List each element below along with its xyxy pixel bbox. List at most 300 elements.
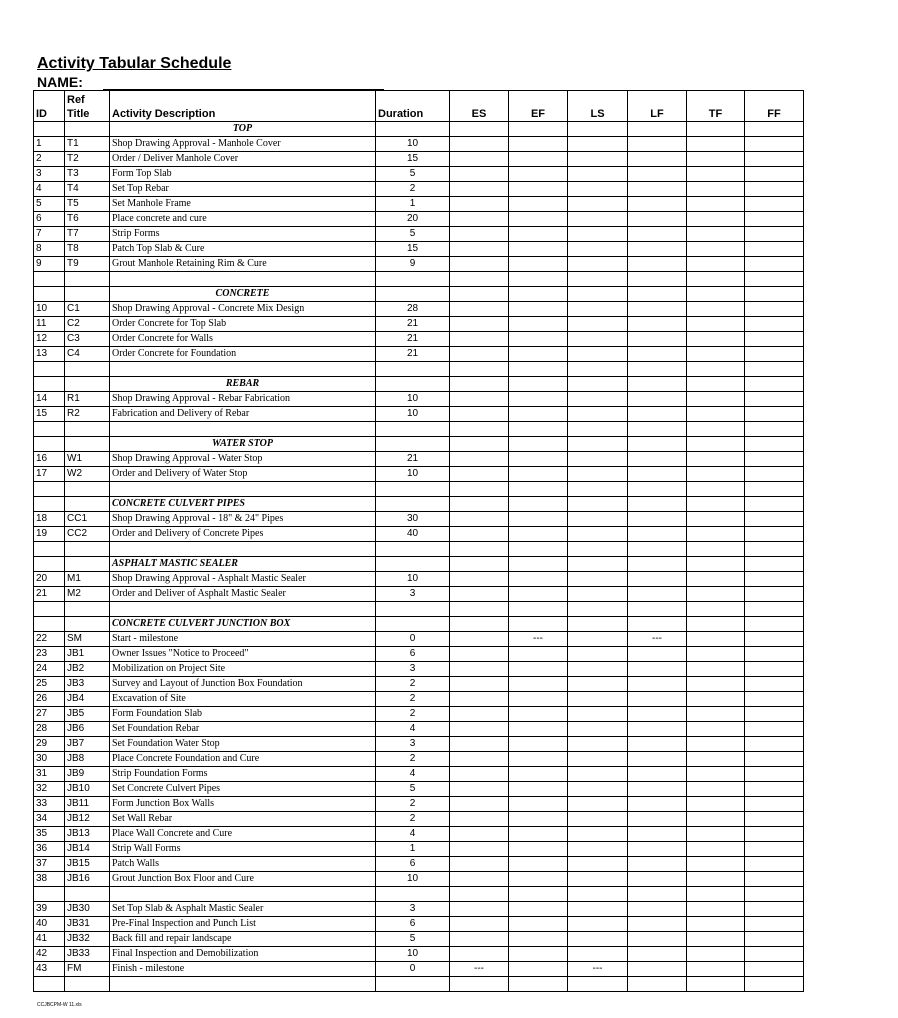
cell-description: Strip Foundation Forms xyxy=(110,767,376,782)
cell-es-empty xyxy=(450,122,509,137)
cell-ref-title: JB30 xyxy=(65,902,110,917)
cell-es-empty xyxy=(450,572,509,587)
cell-tf-empty xyxy=(687,407,745,422)
table-row xyxy=(34,467,804,482)
cell-id: 27 xyxy=(34,707,65,722)
cell-ff-empty xyxy=(745,647,804,662)
header-ff: FF xyxy=(745,91,804,122)
cell-ff-empty xyxy=(745,902,804,917)
cell-duration: 5 xyxy=(376,782,450,797)
cell-ff-empty xyxy=(745,587,804,602)
cell-lf-empty xyxy=(628,227,687,242)
cell-ls-empty xyxy=(568,617,628,632)
header-row xyxy=(34,91,804,122)
cell-id: 28 xyxy=(34,722,65,737)
cell-duration: 10 xyxy=(376,947,450,962)
cell-tf-empty xyxy=(687,542,745,557)
cell-ff-empty xyxy=(745,257,804,272)
cell-ls-empty xyxy=(568,467,628,482)
cell-ff-empty xyxy=(745,872,804,887)
cell-description: Strip Forms xyxy=(110,227,376,242)
cell-es-empty xyxy=(450,677,509,692)
cell-ls-empty xyxy=(568,167,628,182)
cell-ff-empty xyxy=(745,422,804,437)
cell-tf-empty xyxy=(687,752,745,767)
cell-duration: 5 xyxy=(376,932,450,947)
table-row xyxy=(34,947,804,962)
cell-ff-empty xyxy=(745,782,804,797)
blank-row xyxy=(34,362,804,377)
cell-ff-empty xyxy=(745,932,804,947)
cell-es-empty xyxy=(450,437,509,452)
cell-duration: 6 xyxy=(376,917,450,932)
cell-es-empty xyxy=(450,812,509,827)
cell-ref-empty xyxy=(65,362,110,377)
header-tf: TF xyxy=(687,91,745,122)
cell-tf-empty xyxy=(687,662,745,677)
cell-ref-title: C3 xyxy=(65,332,110,347)
cell-ef-empty xyxy=(509,962,568,977)
table-row xyxy=(34,707,804,722)
cell-lf-empty xyxy=(628,842,687,857)
blank-row xyxy=(34,482,804,497)
cell-duration: 21 xyxy=(376,347,450,362)
cell-es-empty xyxy=(450,362,509,377)
section-heading: CONCRETE CULVERT PIPES xyxy=(110,497,376,512)
header-duration: Duration xyxy=(376,91,450,122)
cell-es-empty xyxy=(450,227,509,242)
cell-description: Mobilization on Project Site xyxy=(110,662,376,677)
cell-ef-empty xyxy=(509,362,568,377)
cell-lf-empty xyxy=(628,152,687,167)
section-heading: TOP xyxy=(110,122,376,137)
cell-tf-empty xyxy=(687,512,745,527)
cell-duration-empty xyxy=(376,422,450,437)
cell-tf-empty xyxy=(687,227,745,242)
header-lf: LF xyxy=(628,91,687,122)
cell-ff-empty xyxy=(745,827,804,842)
cell-lf-empty xyxy=(628,212,687,227)
cell-ls-empty xyxy=(568,737,628,752)
cell-lf-empty xyxy=(628,422,687,437)
cell-duration-empty xyxy=(376,122,450,137)
cell-description: Grout Manhole Retaining Rim & Cure xyxy=(110,257,376,272)
cell-ls: --- xyxy=(568,962,628,977)
cell-tf-empty xyxy=(687,197,745,212)
cell-id: 24 xyxy=(34,662,65,677)
cell-es-empty xyxy=(450,782,509,797)
cell-ef-empty xyxy=(509,812,568,827)
cell-duration: 10 xyxy=(376,467,450,482)
table-row xyxy=(34,797,804,812)
cell-ls-empty xyxy=(568,947,628,962)
cell-duration: 21 xyxy=(376,317,450,332)
section-row xyxy=(34,122,804,137)
cell-ff-empty xyxy=(745,692,804,707)
cell-duration: 4 xyxy=(376,827,450,842)
cell-ff-empty xyxy=(745,437,804,452)
cell-id: 33 xyxy=(34,797,65,812)
cell-ref-title: JB12 xyxy=(65,812,110,827)
cell-ff-empty xyxy=(745,392,804,407)
cell-ff-empty xyxy=(745,752,804,767)
cell-id: 26 xyxy=(34,692,65,707)
cell-id: 37 xyxy=(34,857,65,872)
cell-id-empty xyxy=(34,602,65,617)
cell-description: Place Concrete Foundation and Cure xyxy=(110,752,376,767)
cell-tf-empty xyxy=(687,902,745,917)
cell-duration: 28 xyxy=(376,302,450,317)
cell-lf-empty xyxy=(628,857,687,872)
cell-tf-empty xyxy=(687,347,745,362)
cell-es-empty xyxy=(450,797,509,812)
table-row xyxy=(34,212,804,227)
cell-lf-empty xyxy=(628,692,687,707)
table-row xyxy=(34,902,804,917)
cell-ls-empty xyxy=(568,872,628,887)
cell-duration: 4 xyxy=(376,767,450,782)
cell-ls-empty xyxy=(568,452,628,467)
cell-ff-empty xyxy=(745,632,804,647)
cell-ef-empty xyxy=(509,422,568,437)
cell-ls-empty xyxy=(568,602,628,617)
cell-description: Shop Drawing Approval - Water Stop xyxy=(110,452,376,467)
section-row xyxy=(34,437,804,452)
cell-tf-empty xyxy=(687,872,745,887)
cell-ef-empty xyxy=(509,872,568,887)
cell-ref-empty xyxy=(65,122,110,137)
header-ef: EF xyxy=(509,91,568,122)
cell-ls-empty xyxy=(568,767,628,782)
header-ref-line1: Ref xyxy=(67,94,85,106)
cell-ef-empty xyxy=(509,272,568,287)
table-row xyxy=(34,932,804,947)
table-row xyxy=(34,572,804,587)
cell-description: Survey and Layout of Junction Box Foundation xyxy=(110,677,376,692)
cell-lf-empty xyxy=(628,572,687,587)
cell-id: 20 xyxy=(34,572,65,587)
cell-tf-empty xyxy=(687,932,745,947)
blank-row xyxy=(34,602,804,617)
cell-id-empty xyxy=(34,542,65,557)
cell-description: Excavation of Site xyxy=(110,692,376,707)
cell-ef-empty xyxy=(509,557,568,572)
cell-ref-title: T6 xyxy=(65,212,110,227)
section-row xyxy=(34,497,804,512)
cell-lf: --- xyxy=(628,632,687,647)
cell-tf-empty xyxy=(687,737,745,752)
cell-es-empty xyxy=(450,257,509,272)
cell-duration: 2 xyxy=(376,812,450,827)
cell-ef-empty xyxy=(509,887,568,902)
cell-ls-empty xyxy=(568,227,628,242)
table-row xyxy=(34,632,804,647)
cell-ef-empty xyxy=(509,407,568,422)
cell-duration-empty xyxy=(376,557,450,572)
cell-ref-empty xyxy=(65,617,110,632)
cell-es-empty xyxy=(450,917,509,932)
cell-ff-empty xyxy=(745,842,804,857)
cell-duration-empty xyxy=(376,377,450,392)
cell-duration: 5 xyxy=(376,167,450,182)
cell-lf-empty xyxy=(628,137,687,152)
cell-tf-empty xyxy=(687,977,745,992)
cell-lf-empty xyxy=(628,452,687,467)
cell-ef-empty xyxy=(509,647,568,662)
cell-duration-empty xyxy=(376,482,450,497)
blank-row xyxy=(34,887,804,902)
cell-description-empty xyxy=(110,602,376,617)
cell-ref-title: T1 xyxy=(65,137,110,152)
cell-tf-empty xyxy=(687,857,745,872)
cell-ls-empty xyxy=(568,827,628,842)
table-row xyxy=(34,917,804,932)
cell-ref-title: C1 xyxy=(65,302,110,317)
cell-ls-empty xyxy=(568,182,628,197)
cell-description: Form Foundation Slab xyxy=(110,707,376,722)
cell-id: 2 xyxy=(34,152,65,167)
cell-ref-title: T9 xyxy=(65,257,110,272)
blank-row xyxy=(34,977,804,992)
cell-es-empty xyxy=(450,692,509,707)
cell-description: Shop Drawing Approval - 18" & 24" Pipes xyxy=(110,512,376,527)
cell-tf-empty xyxy=(687,587,745,602)
cell-ef: --- xyxy=(509,632,568,647)
cell-duration: 0 xyxy=(376,632,450,647)
cell-ff-empty xyxy=(745,407,804,422)
cell-ref-title: JB10 xyxy=(65,782,110,797)
cell-description: Order Concrete for Foundation xyxy=(110,347,376,362)
cell-es-empty xyxy=(450,422,509,437)
cell-duration: 1 xyxy=(376,842,450,857)
cell-ff-empty xyxy=(745,602,804,617)
cell-ef-empty xyxy=(509,452,568,467)
cell-lf-empty xyxy=(628,752,687,767)
table-row xyxy=(34,182,804,197)
cell-ls-empty xyxy=(568,137,628,152)
cell-ff-empty xyxy=(745,197,804,212)
cell-ef-empty xyxy=(509,902,568,917)
cell-tf-empty xyxy=(687,182,745,197)
cell-lf-empty xyxy=(628,407,687,422)
cell-ref-empty xyxy=(65,557,110,572)
cell-tf-empty xyxy=(687,572,745,587)
cell-lf-empty xyxy=(628,167,687,182)
cell-tf-empty xyxy=(687,812,745,827)
cell-description: Final Inspection and Demobilization xyxy=(110,947,376,962)
cell-es-empty xyxy=(450,932,509,947)
cell-lf-empty xyxy=(628,197,687,212)
table-row xyxy=(34,962,804,977)
cell-description: Place concrete and cure xyxy=(110,212,376,227)
cell-ff-empty xyxy=(745,227,804,242)
cell-es-empty xyxy=(450,347,509,362)
cell-ff-empty xyxy=(745,452,804,467)
cell-ref-empty xyxy=(65,542,110,557)
cell-duration: 9 xyxy=(376,257,450,272)
cell-ff-empty xyxy=(745,857,804,872)
cell-ls-empty xyxy=(568,707,628,722)
cell-duration-empty xyxy=(376,362,450,377)
cell-ff-empty xyxy=(745,707,804,722)
cell-lf-empty xyxy=(628,287,687,302)
cell-id-empty xyxy=(34,122,65,137)
table-row xyxy=(34,512,804,527)
cell-tf-empty xyxy=(687,302,745,317)
cell-ref-title: JB33 xyxy=(65,947,110,962)
cell-duration: 3 xyxy=(376,587,450,602)
cell-id: 31 xyxy=(34,767,65,782)
cell-ls-empty xyxy=(568,152,628,167)
cell-duration: 15 xyxy=(376,152,450,167)
cell-id: 25 xyxy=(34,677,65,692)
cell-id: 34 xyxy=(34,812,65,827)
cell-id-empty xyxy=(34,557,65,572)
cell-duration: 15 xyxy=(376,242,450,257)
cell-id-empty xyxy=(34,482,65,497)
blank-row xyxy=(34,272,804,287)
cell-description: Order Concrete for Walls xyxy=(110,332,376,347)
section-heading: WATER STOP xyxy=(110,437,376,452)
cell-ref-title: JB5 xyxy=(65,707,110,722)
cell-ls-empty xyxy=(568,542,628,557)
cell-tf-empty xyxy=(687,692,745,707)
cell-es-empty xyxy=(450,407,509,422)
cell-tf-empty xyxy=(687,287,745,302)
cell-ef-empty xyxy=(509,797,568,812)
cell-ref-title: JB11 xyxy=(65,797,110,812)
cell-ff-empty xyxy=(745,347,804,362)
cell-ref-title: JB13 xyxy=(65,827,110,842)
cell-ff-empty xyxy=(745,917,804,932)
cell-tf-empty xyxy=(687,452,745,467)
cell-ef-empty xyxy=(509,707,568,722)
table-row xyxy=(34,332,804,347)
cell-ef-empty xyxy=(509,602,568,617)
cell-tf-empty xyxy=(687,887,745,902)
cell-ff-empty xyxy=(745,527,804,542)
cell-ef-empty xyxy=(509,287,568,302)
cell-description-empty xyxy=(110,422,376,437)
cell-duration: 3 xyxy=(376,737,450,752)
cell-description-empty xyxy=(110,272,376,287)
cell-ls-empty xyxy=(568,632,628,647)
cell-tf-empty xyxy=(687,557,745,572)
cell-duration-empty xyxy=(376,542,450,557)
cell-id-empty xyxy=(34,287,65,302)
blank-row xyxy=(34,422,804,437)
cell-duration: 5 xyxy=(376,227,450,242)
cell-duration-empty xyxy=(376,272,450,287)
cell-ef-empty xyxy=(509,167,568,182)
cell-ref-empty xyxy=(65,602,110,617)
cell-description: Pre-Final Inspection and Punch List xyxy=(110,917,376,932)
cell-id: 36 xyxy=(34,842,65,857)
cell-id: 16 xyxy=(34,452,65,467)
cell-lf-empty xyxy=(628,617,687,632)
cell-ls-empty xyxy=(568,557,628,572)
cell-description: Shop Drawing Approval - Manhole Cover xyxy=(110,137,376,152)
cell-lf-empty xyxy=(628,917,687,932)
cell-id: 11 xyxy=(34,317,65,332)
cell-tf-empty xyxy=(687,152,745,167)
cell-ef-empty xyxy=(509,842,568,857)
cell-ref-empty xyxy=(65,422,110,437)
cell-tf-empty xyxy=(687,167,745,182)
cell-ff-empty xyxy=(745,137,804,152)
table-row xyxy=(34,347,804,362)
cell-ff-empty xyxy=(745,542,804,557)
cell-id: 19 xyxy=(34,527,65,542)
cell-ef-empty xyxy=(509,332,568,347)
cell-ref-title: CC2 xyxy=(65,527,110,542)
cell-id: 32 xyxy=(34,782,65,797)
cell-lf-empty xyxy=(628,302,687,317)
cell-ref-title: JB2 xyxy=(65,662,110,677)
cell-ls-empty xyxy=(568,332,628,347)
cell-tf-empty xyxy=(687,827,745,842)
cell-es-empty xyxy=(450,272,509,287)
cell-id: 17 xyxy=(34,467,65,482)
cell-ef-empty xyxy=(509,182,568,197)
cell-ef-empty xyxy=(509,317,568,332)
cell-lf-empty xyxy=(628,677,687,692)
cell-description: Fabrication and Delivery of Rebar xyxy=(110,407,376,422)
cell-id-empty xyxy=(34,887,65,902)
cell-es-empty xyxy=(450,617,509,632)
cell-ref-empty xyxy=(65,482,110,497)
cell-duration-empty xyxy=(376,977,450,992)
section-row xyxy=(34,287,804,302)
cell-ff-empty xyxy=(745,242,804,257)
table-row xyxy=(34,227,804,242)
cell-ls-empty xyxy=(568,482,628,497)
table-row xyxy=(34,782,804,797)
cell-id: 3 xyxy=(34,167,65,182)
cell-tf-empty xyxy=(687,617,745,632)
cell-ff-empty xyxy=(745,362,804,377)
table-row xyxy=(34,752,804,767)
cell-es-empty xyxy=(450,542,509,557)
cell-es-empty xyxy=(450,722,509,737)
cell-lf-empty xyxy=(628,467,687,482)
cell-es-empty xyxy=(450,842,509,857)
cell-description-empty xyxy=(110,362,376,377)
cell-lf-empty xyxy=(628,722,687,737)
cell-ref-title: T2 xyxy=(65,152,110,167)
cell-lf-empty xyxy=(628,872,687,887)
cell-ef-empty xyxy=(509,227,568,242)
section-heading: CONCRETE xyxy=(110,287,376,302)
cell-ef-empty xyxy=(509,692,568,707)
cell-tf-empty xyxy=(687,467,745,482)
cell-id-empty xyxy=(34,437,65,452)
cell-es-empty xyxy=(450,767,509,782)
cell-ref-title: JB16 xyxy=(65,872,110,887)
cell-ef-empty xyxy=(509,302,568,317)
table-row xyxy=(34,842,804,857)
table-row xyxy=(34,692,804,707)
table-row xyxy=(34,137,804,152)
cell-description: Set Foundation Rebar xyxy=(110,722,376,737)
cell-duration: 10 xyxy=(376,572,450,587)
cell-tf-empty xyxy=(687,422,745,437)
cell-ref-title: JB6 xyxy=(65,722,110,737)
cell-ff-empty xyxy=(745,662,804,677)
cell-es-empty xyxy=(450,587,509,602)
name-label: NAME: xyxy=(37,74,83,90)
cell-id: 6 xyxy=(34,212,65,227)
